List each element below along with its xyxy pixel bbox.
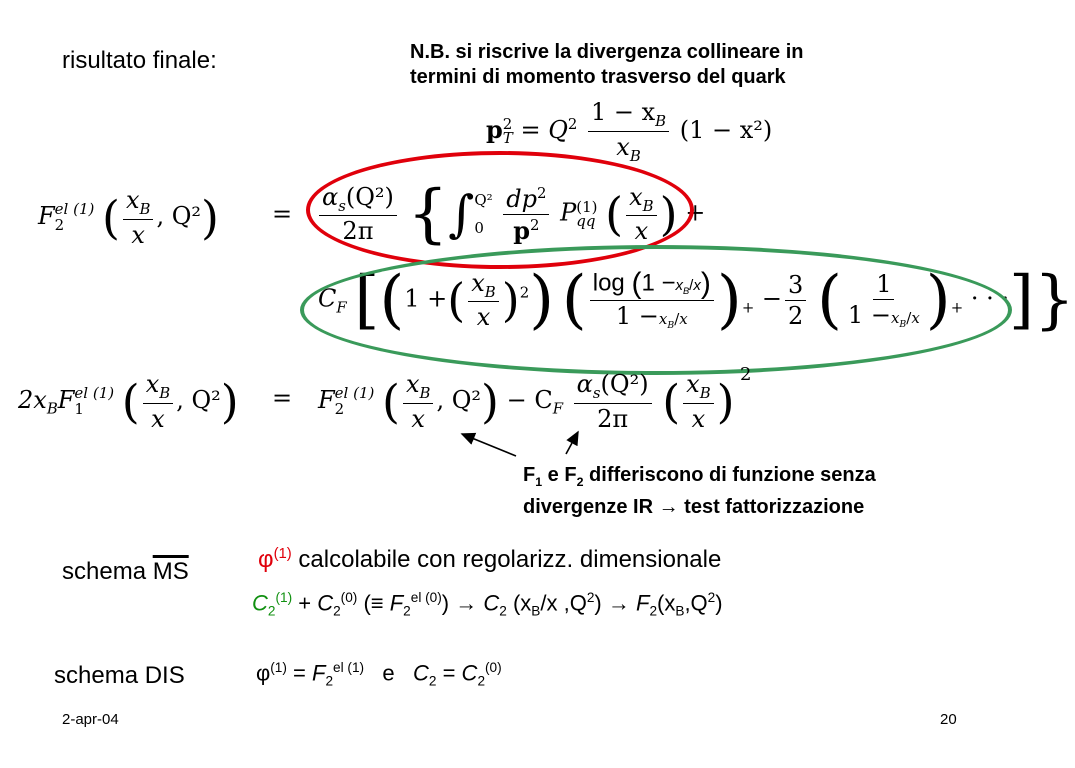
nb-note-line2: termini di momento trasverso del quark (410, 66, 786, 88)
pt-equation: p 2 T = $Q^2$ $\frac{1 - x_B}{x_B}$ (1 − x²) (486, 98, 773, 165)
difference-note-line2: divergenze IR → test fattorizzazione (523, 496, 865, 518)
eq2-equals: = (272, 384, 293, 412)
green-highlight-oval (300, 245, 1012, 375)
nb-note-line1: N.B. si riscrive la divergenza collineare in (410, 41, 804, 63)
ms-scheme-line2: $C_2^{(1)} + C_2^{(0)}$ (≡ $F_2^{el (0)}) \to C_2$ ($x_B/x$ $,Q^2) \to F_2(x_B,Q^2)$ (252, 590, 723, 619)
eq2-lhs: $2x_BF$ el (1) 1 ( $\frac{x_B}{x}$ , Q²) (18, 370, 239, 433)
stray-two: 2 (740, 364, 752, 385)
dis-scheme-label: schema DIS (54, 662, 185, 689)
ms-scheme-line1: $\varphi^{(1)}$ calcolabile con regolarizz. dimensionale (258, 546, 722, 573)
footer-page-number: 20 (940, 711, 957, 728)
eq1-equals: = (272, 200, 293, 228)
eq1-rhs-line1: $\frac{\alpha_s(Q^2)}{2\pi}$ {∫ Q² 0 $\frac{dp^2}{p^2}$ P (1) qq ( $\frac{x_B}{x}$ ) + (316, 182, 705, 246)
dis-scheme-line: $\varphi^{(1)} = F_2^{el (1)}$ e $C_2 = C_2^{(0)}$ (256, 660, 502, 689)
arrow-right (566, 432, 578, 454)
arrow-left (462, 434, 516, 456)
eq2-rhs: F el (1) 2 ( $\frac{x_B}{x}$ , $Q^2) - C_F$ $\frac{\alpha_s(Q^2)}{2\pi}$ ( $\frac{x_B}{x}$ ) (318, 370, 735, 433)
difference-note-line1: $F_1$ e $F_2$ differiscono di funzione senza (523, 464, 876, 489)
slide-title: risultato finale: (62, 47, 217, 74)
eq1-lhs: F el (1) 2 ( $\frac{x_B}{x}$ , Q²) (38, 186, 219, 249)
difference-note (523, 463, 876, 520)
nb-note (410, 40, 804, 90)
eq1-rhs-line2: $C_F$ [(1 +( $\frac{x_B}{x}$ )$^2$) ( $\frac{\log (1 -x_B/x)}{1 -x_B/x}$ )$_+$ − $\frac{3}{2}$ ( $\frac{1}{1 -x_B/x}$ )$_+$ · · ·]} (318, 263, 1075, 337)
footer-date: 2-apr-04 (62, 711, 119, 728)
ms-scheme-label: schema $\overline{MS}$ (62, 558, 189, 585)
